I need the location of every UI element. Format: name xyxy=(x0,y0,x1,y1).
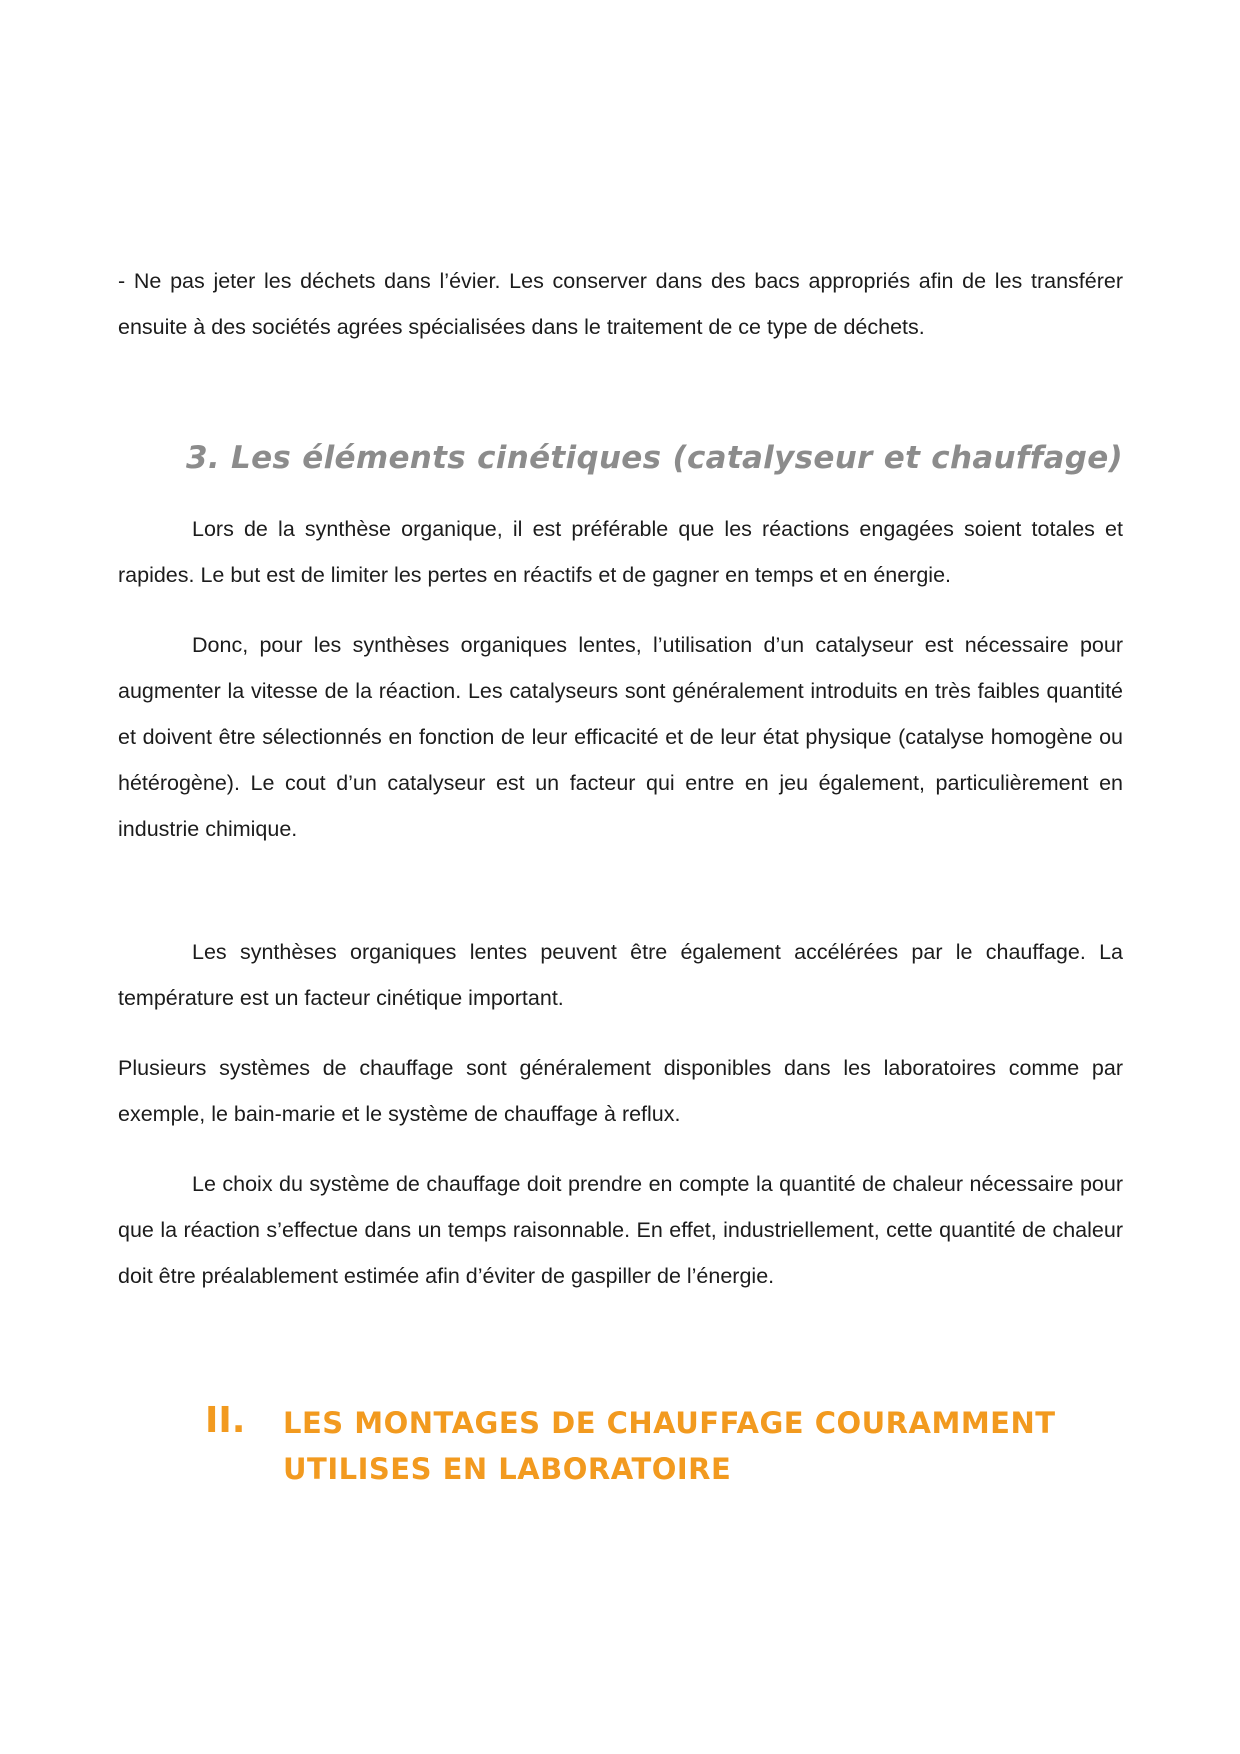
paragraph-heating-choice: Le choix du système de chauffage doit prendre en compte la quantité de chaleur nécessaire pour que la réaction s’effectue dans un temps raisonnable. En effet, industriellement, cette quantité de chaleur doit être préalablement estimée afin d’éviter de gaspiller de l’énergie. xyxy=(118,1172,1123,1288)
section-number: II. xyxy=(205,1400,246,1441)
paragraph-catalyst: Donc, pour les synthèses organiques lentes, l’utilisation d’un catalyseur est nécessaire pour augmenter la vitesse de la réaction. Les catalyseurs sont généralement introduits en très faibles quantité et doivent être sélectionnés en fonction de leur efficacité et de leur état physique (catalyse homogène ou hétérogène). Le cout d’un catalyseur est un facteur qui entre en jeu également, particulièrement en industrie chimique. xyxy=(118,633,1123,841)
subsection-heading: 3. Les éléments cinétiques (catalyseur et chauffage) xyxy=(186,440,1123,476)
section-title: LES MONTAGES DE CHAUFFAGE COURAMMENT UTILISES EN LABORATOIRE xyxy=(283,1406,1056,1486)
paragraph-heating-acceleration: Les synthèses organiques lentes peuvent être également accélérées par le chauffage. La température est un facteur cinétique important. xyxy=(118,940,1123,1010)
paragraph-heating-systems: Plusieurs systèmes de chauffage sont généralement disponibles dans les laboratoires comme par exemple, le bain-marie et le système de chauffage à reflux. xyxy=(118,1056,1123,1126)
paragraph-waste-disposal: - Ne pas jeter les déchets dans l’évier. Les conserver dans des bacs appropriés afin de les transférer ensuite à des sociétés agrées spécialisées dans le traitement de ce type de déchets. xyxy=(118,269,1123,339)
paragraph-synthesis-intro: Lors de la synthèse organique, il est préférable que les réactions engagées soient totales et rapides. Le but est de limiter les pertes en réactifs et de gagner en temps et en énergie. xyxy=(118,517,1123,587)
